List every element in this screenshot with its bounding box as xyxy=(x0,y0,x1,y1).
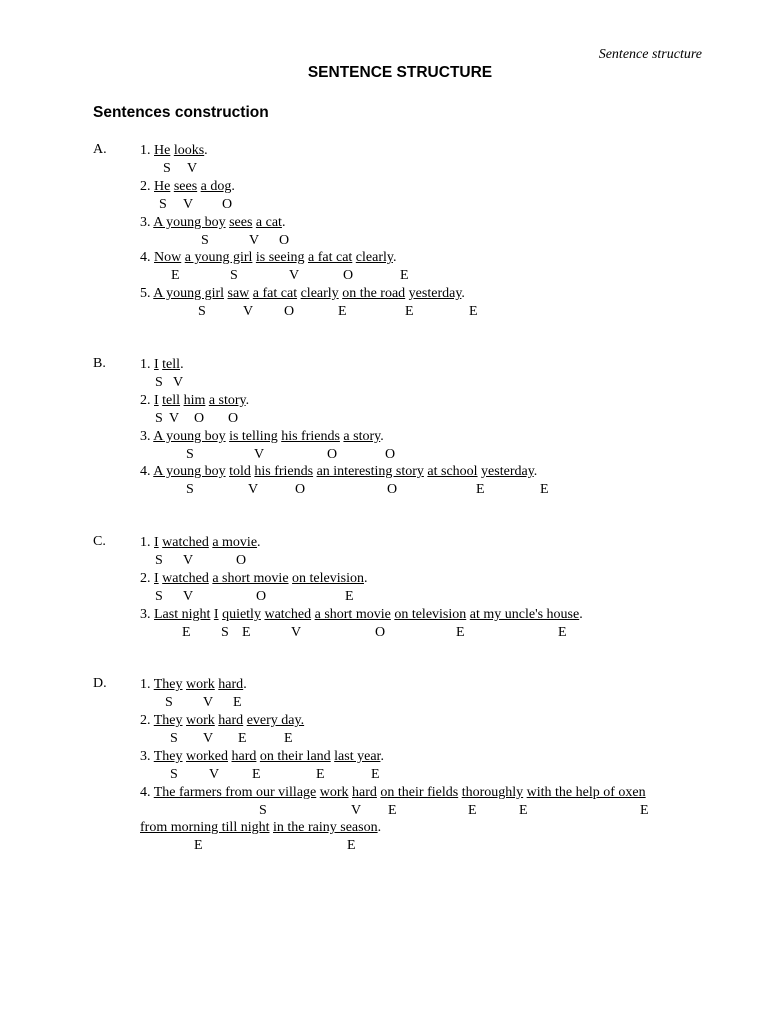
sentence-text: . xyxy=(180,357,184,372)
sentence-constituent: watched xyxy=(162,571,209,586)
role-label: V xyxy=(289,268,300,283)
sentence-constituent: They xyxy=(153,749,183,764)
sentence-constituent: Last night xyxy=(154,607,211,622)
item-number: 4. xyxy=(140,250,154,265)
role-label: O xyxy=(256,589,267,604)
sentence-constituent: an interesting story xyxy=(316,464,424,479)
sentence-text: . xyxy=(281,215,286,230)
section-label: A. xyxy=(93,142,107,157)
role-label: V xyxy=(243,304,254,319)
section-label: D. xyxy=(93,676,107,691)
sentence-text: . xyxy=(380,429,384,444)
role-label: S xyxy=(165,695,173,710)
sentence-constituent: He xyxy=(154,179,171,194)
item-number: 4. xyxy=(140,464,154,479)
sentence-constituent: worked xyxy=(186,749,229,764)
sentence-constituent: The farmers from our village xyxy=(153,785,317,800)
role-label: V xyxy=(249,233,260,248)
role-label: V xyxy=(183,553,194,568)
sentence-text: . xyxy=(380,749,384,764)
sentence-text: . xyxy=(257,535,261,550)
sentence-constituent: at my uncle's house xyxy=(469,607,580,622)
sentence-constituent: watched xyxy=(264,607,312,622)
sentence-constituent: clearly xyxy=(300,286,339,301)
sentence-constituent: They xyxy=(153,713,183,728)
role-label: V xyxy=(254,447,265,462)
role-label: E xyxy=(233,695,242,710)
sentence-text: . xyxy=(377,820,382,835)
role-label: V xyxy=(173,375,184,390)
section-label: C. xyxy=(93,534,106,549)
sentence-constituent: work xyxy=(186,713,215,728)
role-label: V xyxy=(183,197,194,212)
item-number: 1. xyxy=(140,143,154,158)
sentence-line xyxy=(140,249,396,266)
sentence-constituent: on their land xyxy=(259,749,331,764)
sentence-constituent: hard xyxy=(218,677,244,692)
sentence-constituent: watched xyxy=(162,535,209,550)
sentence-constituent: a short movie xyxy=(212,571,289,586)
sentence-constituent: him xyxy=(183,393,206,408)
sentence-constituent: hard xyxy=(352,785,377,800)
sentence-constituent: I xyxy=(213,607,219,622)
sentence-constituent: yesterday xyxy=(408,286,462,301)
sentence-constituent: sees xyxy=(173,179,198,194)
role-label: E xyxy=(640,803,649,818)
sentence-constituent: a young girl xyxy=(184,250,253,265)
sentence-constituent: work xyxy=(186,677,215,692)
role-label: E xyxy=(238,731,247,746)
sentence-constituent: quietly xyxy=(222,607,261,622)
item-number: 3. xyxy=(140,749,154,764)
role-label: E xyxy=(405,304,414,319)
sentence-constituent: last year xyxy=(334,749,381,764)
sentence-constituent: at school xyxy=(427,464,478,479)
role-label: E xyxy=(194,838,203,853)
role-label: S xyxy=(159,197,167,212)
sentence-text: . xyxy=(461,286,465,301)
sentence-constituent: on television xyxy=(292,571,364,586)
item-number: 2. xyxy=(140,393,154,408)
item-number: 1. xyxy=(140,357,154,372)
role-label: E xyxy=(456,625,465,640)
sentence-constituent: a short movie xyxy=(314,607,391,622)
item-number: 4. xyxy=(140,785,154,800)
role-label: E xyxy=(468,803,477,818)
role-label: O xyxy=(387,482,398,497)
role-label: O xyxy=(194,411,205,426)
role-label: E xyxy=(284,731,293,746)
sentence-constituent: yesterday xyxy=(481,464,534,479)
role-label: E xyxy=(388,803,397,818)
role-label: E xyxy=(242,625,251,640)
item-number: 1. xyxy=(140,535,154,550)
sentence-constituent: hard xyxy=(218,713,244,728)
sentence-constituent: tell xyxy=(162,393,181,408)
sentence-constituent: with the help of oxen xyxy=(526,785,646,800)
sentence-constituent: I xyxy=(154,535,159,550)
item-number: 1. xyxy=(140,677,154,692)
role-label: V xyxy=(183,589,194,604)
sentence-line xyxy=(140,285,465,302)
role-label: S xyxy=(221,625,229,640)
sentence-text: . xyxy=(204,143,208,158)
role-label: V xyxy=(248,482,259,497)
sentence-constituent: A young boy xyxy=(153,464,226,479)
role-label: E xyxy=(171,268,180,283)
role-label: O xyxy=(284,304,295,319)
role-label: S xyxy=(198,304,206,319)
role-label: S xyxy=(186,447,194,462)
sentence-line xyxy=(140,178,235,195)
role-label: E xyxy=(469,304,478,319)
sentence-constituent: A young boy xyxy=(153,429,226,444)
sentence-line xyxy=(140,356,184,373)
page-title: SENTENCE STRUCTURE xyxy=(307,64,493,81)
sentence-constituent: I xyxy=(154,571,159,586)
sentence-constituent: is seeing xyxy=(255,250,305,265)
sentence-constituent: tell xyxy=(162,357,181,372)
role-label: E xyxy=(252,767,261,782)
sentence-constituent: looks xyxy=(173,143,205,158)
role-label: O xyxy=(327,447,338,462)
item-number: 2. xyxy=(140,713,154,728)
role-label: O xyxy=(228,411,239,426)
role-label: E xyxy=(371,767,380,782)
item-number: 2. xyxy=(140,571,154,586)
sentence-text: . xyxy=(231,179,235,194)
sentence-constituent: his friends xyxy=(281,429,340,444)
role-label: S xyxy=(186,482,194,497)
sentence-constituent: Now xyxy=(154,250,182,265)
sentence-line xyxy=(140,748,384,765)
role-label: O xyxy=(236,553,247,568)
sentence-constituent: I xyxy=(154,393,159,408)
sentence-line xyxy=(140,784,646,801)
sentence-line xyxy=(140,570,367,587)
sentence-constituent: A young boy xyxy=(153,215,226,230)
sentence-constituent: a fat cat xyxy=(252,286,298,301)
sentence-text: . xyxy=(533,464,538,479)
role-label: E xyxy=(182,625,191,640)
sentence-constituent: a story xyxy=(208,393,246,408)
sentence-line xyxy=(140,676,247,693)
sentence-constituent: thoroughly xyxy=(461,785,524,800)
role-label: O xyxy=(375,625,386,640)
role-label: S xyxy=(155,589,163,604)
sentence-line xyxy=(140,214,285,231)
sentence-constituent: a cat xyxy=(255,215,282,230)
sentence-constituent: A young girl xyxy=(153,286,225,301)
item-number: 3. xyxy=(140,429,154,444)
sentence-constituent: on television xyxy=(394,607,467,622)
sentence-constituent: a fat cat xyxy=(308,250,353,265)
role-label: S xyxy=(155,375,163,390)
sentence-constituent: on their fields xyxy=(380,785,459,800)
sentence-text: . xyxy=(363,571,368,586)
role-label: E xyxy=(540,482,549,497)
sentence-constituent: hard xyxy=(231,749,257,764)
sentence-constituent: a story xyxy=(343,429,381,444)
sentence-line xyxy=(140,534,261,551)
role-label: E xyxy=(400,268,409,283)
sentence-line xyxy=(140,606,583,623)
role-label: V xyxy=(203,695,214,710)
sentence-constituent: a dog xyxy=(200,179,232,194)
sentence-constituent: every day. xyxy=(246,713,305,728)
sentence-constituent: is telling xyxy=(229,429,278,444)
sentence-text: . xyxy=(392,250,397,265)
sentence-text: . xyxy=(243,677,247,692)
sentence-constituent: on the road xyxy=(342,286,406,301)
role-label: O xyxy=(222,197,233,212)
sentence-text: . xyxy=(579,607,583,622)
sentence-constituent: work xyxy=(319,785,349,800)
item-number: 3. xyxy=(140,607,154,622)
role-label: S xyxy=(259,803,267,818)
sentence-line xyxy=(140,712,304,729)
role-label: V xyxy=(351,803,362,818)
role-label: O xyxy=(295,482,306,497)
role-label: S xyxy=(155,411,163,426)
role-label: S xyxy=(170,731,178,746)
role-label: V xyxy=(169,411,180,426)
role-label: E xyxy=(345,589,354,604)
role-label: E xyxy=(558,625,567,640)
sentence-constituent: saw xyxy=(227,286,250,301)
item-number: 3. xyxy=(140,215,154,230)
sentence-line xyxy=(140,142,208,159)
sentence-constituent: He xyxy=(154,143,171,158)
role-label: O xyxy=(385,447,396,462)
item-number: 2. xyxy=(140,179,154,194)
role-label: V xyxy=(187,161,198,176)
sentence-constituent: clearly xyxy=(355,250,393,265)
section-label: B. xyxy=(93,356,106,371)
role-label: E xyxy=(519,803,528,818)
role-label: E xyxy=(476,482,485,497)
role-label: S xyxy=(230,268,238,283)
sentence-line xyxy=(140,463,537,480)
role-label: S xyxy=(170,767,178,782)
sentence-text: . xyxy=(245,393,250,408)
role-label: E xyxy=(347,838,356,853)
role-label: S xyxy=(163,161,171,176)
item-number: 5. xyxy=(140,286,154,301)
role-label: E xyxy=(338,304,347,319)
sentence-constituent: a movie xyxy=(212,535,258,550)
role-label: E xyxy=(316,767,325,782)
sentence-constituent: in the rainy season xyxy=(273,820,378,835)
sentence-line xyxy=(140,428,384,445)
sentence-line xyxy=(140,392,249,409)
role-label: V xyxy=(291,625,302,640)
sentence-constituent: sees xyxy=(229,215,253,230)
sentence-constituent: from morning till night xyxy=(140,820,270,835)
sentence-line xyxy=(140,819,381,836)
running-header: Sentence structure xyxy=(598,47,702,62)
role-label: S xyxy=(201,233,209,248)
role-label: V xyxy=(209,767,220,782)
role-label: O xyxy=(279,233,290,248)
sentence-constituent: They xyxy=(153,677,183,692)
role-label: V xyxy=(203,731,214,746)
sentence-constituent: I xyxy=(154,357,159,372)
section-heading: Sentences construction xyxy=(93,104,269,121)
role-label: S xyxy=(155,553,163,568)
sentence-constituent: told xyxy=(229,464,251,479)
role-label: O xyxy=(343,268,354,283)
sentence-constituent: his friends xyxy=(254,464,314,479)
